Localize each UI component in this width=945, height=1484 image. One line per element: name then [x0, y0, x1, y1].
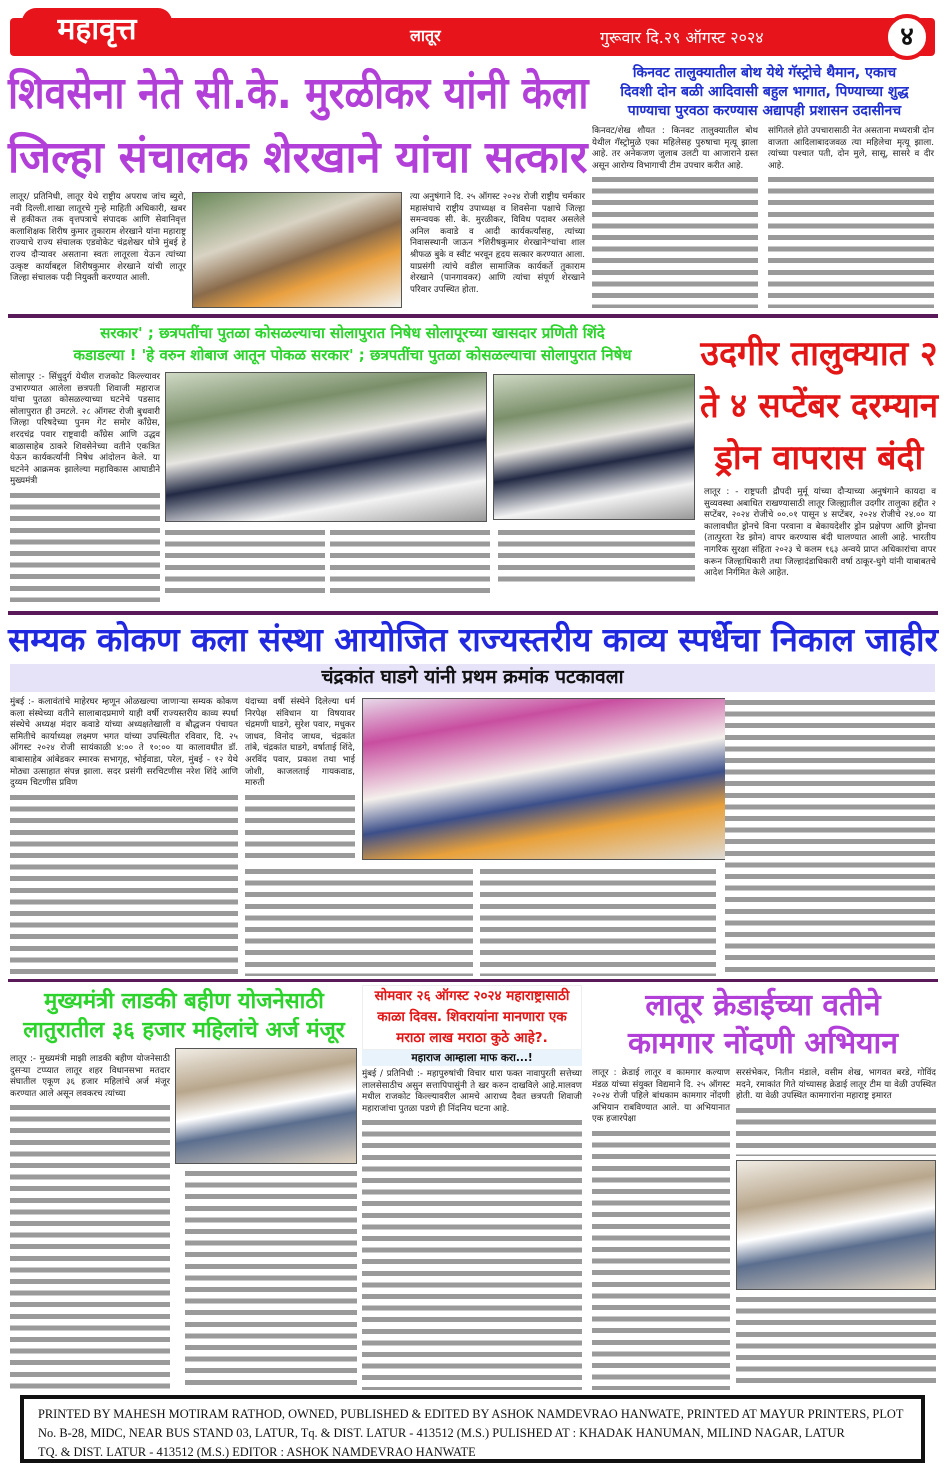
- story2-col1: [592, 126, 758, 308]
- headline-row: [592, 64, 937, 83]
- headline-row: [588, 1025, 938, 1063]
- story7-subheadline-band: [362, 1050, 582, 1066]
- story1-col1: [10, 192, 186, 310]
- story5-col1-text: मुंबई :- कलावंतांचे माहेरघर म्हणून ओळखल्या जाणाऱ्या सम्यक कोकण कला संस्थेच्या वतीने सालाबादप्रमाणे याही वर्षी राज्यस्तरीय काव्य स्पर्धा संस्थेचे अध्यक्ष मंदार कवाडे यांच्या अध्यक्षतेखाली व बौद्धजन पंचायत समितीचे कार्याध्यक्ष लक्ष्मण भगत यांच्या उपस्थितीत रविवार, दि. २५ ऑगस्ट २०२४ रोजी सायंकाळी ४:०० ते १०:०० या कालावधीत डॉ. बाबासाहेब आंबेडकर स्मारक सभागृह, भोईवाडा, परेल, मुंबई - १२ येथे मोठ्या उत्साहात संपन्न झाला. सदर प्रसंगी सरचिटणीस नरेश शिंदे आणि दुय्यम चिटणीस प्रविण: [10, 697, 238, 789]
- story3-photo-protest-1: [165, 372, 487, 522]
- story8-col1-text: लातूर : क्रेडाई लातूर व कामगार कल्याण मंडळ यांच्या संयुक्त विद्यमाने दि. २५ ऑगस्ट २०२४ रोजी पहिले बांधकाम कामगार नोंदणी अभियान राबविण्यात आले. या अभियानात एक हजारपेक्षा: [592, 1068, 730, 1125]
- headline-row: [8, 126, 588, 190]
- story8-col2-lower: [736, 1294, 936, 1390]
- story7-body-text: मुंबई / प्रतिनिधी :- महापुरुषांची विचार धारा फक्त नावापुरती सत्तेच्या लालसेसाठीच असुन सत्तापिपासुंनी ते खर करुन दाखविले आहे.मालवण मधील राजकोट किल्ल्यावरील आमचे आराध्य दैवत छत्रपती शिवाजी महाराजांचा पुतळा पडणे ही निंदनिय घटना आहे.: [362, 1069, 582, 1114]
- story5-col2-text: यंदाच्या वर्षी संस्थेने दिलेल्या धर्म निरपेक्ष संविधान या विषयावर चंद्रमणी घाडगे, सुरेश पवार, मधुकर जाधव, विनोद जाधव, चंद्रकांत तांबे, चंद्रकांत घाडगे, वर्षाताई शिंदे, अरविंद पवार, प्रकाश तथा भाई जोशी, काजलताई गायकवाड, मारुती: [245, 697, 355, 789]
- headline-line: सोमवार २६ ऑगस्ट २०२४ महाराष्ट्रासाठी: [374, 988, 570, 1004]
- headline-row: [10, 344, 695, 366]
- headline-line: काळा दिवस. शिवरायांना मानणारा एक: [377, 1009, 567, 1025]
- story8-col1: [592, 1068, 730, 1390]
- imprint-footer: [20, 1395, 925, 1463]
- headline-row: [592, 102, 937, 121]
- story6-col1-text: लातूर :- मुख्यमंत्री माझी लाडकी बहीण योजनेसाठी दुसऱ्या टप्प्यात लातूर शहर विधानसभा मतदार संघातील एकूण ३६ हजार महिलांचे अर्ज मंजूर करण्यात आले असून लवकरच त्यांच्या: [10, 1054, 170, 1099]
- imprint-row: [38, 1405, 907, 1424]
- story8-photo-workers: [736, 1160, 936, 1290]
- headline-row: [592, 83, 937, 102]
- headline-line: पाण्याचा पुरवठा करण्यास अद्यापही प्रशासन उदासीनच: [627, 103, 902, 119]
- story5-subheadline-band: [10, 664, 935, 692]
- story3-col1-text: सोलापूर :- सिंधुदुर्ग येथील राजकोट किल्ल्यावर उभारण्यात आलेला छत्रपती शिवाजी महाराज यांचा पुतळा कोसळल्याच्या घटनेचे पडसाद सोलापुरात ही उमटले. २८ ऑगस्ट रोजी बुधवारी जिल्हा परिषदेच्या पुनम गेट समोर कॉंग्रेस, शरदचंद्र पवार राष्ट्रवादी काँग्रेस आणि उद्धव बाळासाहेब ठाकरे शिवसेनेच्या वतीने एकत्रित येऊन कार्यकर्त्यांनी निषेध आंदोलन केले. या घटनेने आक्रमक झालेल्या महाविकास आघाडीने मुख्यमंत्री: [10, 372, 160, 487]
- story3-col4: [498, 527, 695, 587]
- story4-body-text: लातूर : - राष्ट्रपती द्रौपदी मुर्मू यांच्या दौऱ्याच्या अनुषंगाने कायदा व सुव्यवस्था अबाधित राखण्यासाठी लातूर जिल्ह्यातील उदगीर तालुका हद्दीत २ सप्टेंबर, २०२४ रोजीचे ००.०१ पासून ४ सप्टेंबर, २०२४ रोजीचे २४.०० या कालावधीत ड्रोनचे विना परवाना व बेकायदेशीर ड्रोन प्रक्षेपण आणि ड्रोनचा (तात्पुरता रेड झोन) वापर करण्यास बंदी घालण्यात आली आहे. भारतीय नागरिक सुरक्षा संहिता २०२३ चे कलम १६३ अन्वये प्राप्त अधिकारांचा वापर करून जिल्हाधिकारी तथा जिल्हादंडाधिकारी वर्षा ठाकूर-घुगे यांनी याबाबतचे आदेश निर्गमित केले आहेत.: [704, 487, 936, 579]
- story6-col2: [185, 1168, 357, 1390]
- headline-row: [10, 322, 695, 344]
- story2-col2-text: सांगितले होते उपचारासाठी नेत असताना मध्यरात्री दोन वाजता आदिलाबादजवळ त्या महिलेचा मृत्यू झाला. त्यांच्या पश्चात पती, दोन मुले, सासू, सासरे व दीर आहे.: [768, 126, 934, 171]
- edition-city: लातूर: [410, 26, 441, 45]
- text-continuation: [592, 1128, 730, 1390]
- section-divider: [8, 314, 938, 318]
- headline-row: [10, 664, 935, 691]
- headline-row: [10, 987, 358, 1016]
- headline-line: दिवशी दोन बळी आदिवासी बहुल भागात, पिण्याच्या शुद्ध: [620, 84, 909, 100]
- story8-col2: [736, 1068, 936, 1156]
- text-continuation: [10, 1102, 170, 1390]
- imprint-row: [38, 1424, 907, 1443]
- story5-col3: [480, 866, 716, 976]
- story5-col1: [10, 697, 238, 975]
- headline-row: [362, 1050, 582, 1066]
- issue-date: गुरूवार दि.२९ ऑगस्ट २०२४: [600, 28, 764, 47]
- section-divider: [8, 979, 938, 982]
- newspaper-logo: महावृत्त: [22, 8, 172, 52]
- headline-line: कडाडल्या ! 'हे वरुन शोबाज आतून पोकळ सरकार' ; छत्रपतींचा पुतळा कोसळल्याचा सोलापुरात निषेध: [73, 346, 632, 364]
- imprint-line: PRINTED BY MAHESH MOTIRAM RATHOD, OWNED, PUBLISHED & EDITED BY ASHOK NAMDEVRAO HANWATE, PRINTED AT MAYUR PRINTERS, PLOT: [38, 1407, 904, 1421]
- page-number: ४: [884, 14, 930, 60]
- story3-col3: [330, 527, 490, 599]
- headline-row: [10, 1016, 358, 1045]
- story6-col1: [10, 1054, 170, 1390]
- imprint-line: TQ. & DIST. LATUR - 413512 (M.S.) EDITOR : ASHOK NAMDEVRAO HANWATE: [38, 1445, 476, 1459]
- story6-photo-meeting: [175, 1048, 357, 1164]
- story3-photo-protest-2: [493, 374, 695, 520]
- headline-line: लातूर क्रेडाईच्या वतीने: [645, 988, 881, 1023]
- headline-row: [8, 617, 938, 663]
- story7-headline: [362, 985, 582, 1050]
- story2-headline: [592, 64, 937, 121]
- text-continuation: [10, 792, 238, 975]
- story5-headline: [8, 617, 938, 663]
- headline-line: जिल्हा संचालक शेरखाने यांचा सत्कार: [8, 132, 588, 183]
- text-continuation: [592, 174, 758, 308]
- story1-col2-text: त्या अनुषंगाने दि. २५ ऑगस्ट २०२४ रोजी राष्ट्रीय चर्मकार महासंघाचे राष्ट्रीय उपाध्यक्ष व शिवसेना पक्षाचे जिल्हा समन्वयक सी. के. मुरळीकर, विविध पदावर असलेले अनिल कवाडे व आदी कार्यकर्त्यांसह, त्यांच्या निवासस्थानी जाऊन *शिरीषकुमार शेरखाने*यांचा शाल श्रीफळ बुके व स्वीट भरवून हृदय सत्कार करण्यात आला. याप्रसंगी त्यांचे वडील सामाजिक कार्यकर्ते तुकाराम शेरखाने (पानगावकर) आणि त्यांचा संपूर्ण शेरखाने परिवार उपस्थित होता.: [410, 192, 585, 295]
- story5-col4: [725, 697, 935, 975]
- story7-subheadline: महाराज आम्हाला माफ करा...!: [411, 1052, 533, 1064]
- headline-line: शिवसेना नेते सी.के. मुरळीकर यांनी केला: [8, 68, 589, 119]
- headline-line: मुख्यमंत्री लाडकी बहीण योजनेसाठी: [44, 989, 324, 1014]
- story7-body: [362, 1069, 582, 1390]
- story3-headline: [10, 322, 695, 366]
- story4-body: [704, 487, 936, 607]
- text-continuation: [10, 490, 160, 602]
- headline-row: [8, 62, 588, 126]
- text-continuation: [736, 1105, 936, 1156]
- headline-line: ते ४ सप्टेंबर दरम्यान: [700, 386, 939, 426]
- story5-subheadline: चंद्रकांत घाडगे यांनी प्रथम क्रमांक पटकावला: [321, 666, 624, 688]
- headline-row: [700, 328, 938, 380]
- headline-line: सरकार' ; छत्रपतींचा पुतळा कोसळल्याचा सोलापुरात निषेध सोलापूरच्या खासदार प्रणिती शिंदे: [100, 324, 605, 342]
- story2-col2: [768, 126, 934, 308]
- imprint-line: No. B-28, MIDC, NEAR BUS STAND 03, LATUR, Tq. & DIST. LATUR - 413512 (M.S.) PULISHED AT : KHADAK HANUMAN, MILIND NAGAR, LATUR: [38, 1426, 845, 1440]
- story5-col2-lower: [245, 866, 473, 976]
- headline-row: [363, 1007, 581, 1028]
- story6-headline: [10, 987, 358, 1045]
- headline-line: कामगार नोंदणी अभियान: [628, 1026, 898, 1061]
- headline-line: किनवट तालुक्यातील बोथ येथे गॅस्ट्रोचे थैमान, एकाच: [632, 65, 897, 81]
- story1-headline: [8, 62, 588, 190]
- story5-photo-award: [362, 698, 740, 860]
- section-divider: [8, 611, 938, 615]
- story3-col2: [165, 527, 325, 599]
- story3-col1: [10, 372, 160, 602]
- text-continuation: [245, 792, 355, 860]
- headline-row: [363, 1028, 581, 1049]
- headline-line: मराठा लाख मराठा कुठे आहे?.: [396, 1030, 548, 1046]
- text-continuation: [362, 1117, 582, 1390]
- story2-col1-text: किनवट/शेख शौयत : किनवट तालुक्यातील बोथ येथील गॅस्ट्रोमुळे एका महिलेसह पुरुषाचा मृत्यू झाला आहे. तर अनेकजण जुलाब उलटी या आजाराने ग्रस्त असून आरोग्य विभागाची टीम उपचार करीत आहे.: [592, 126, 758, 171]
- headline-line: ड्रोन वापरास बंदी: [714, 438, 924, 478]
- imprint-row: [38, 1443, 907, 1462]
- story1-col2: [410, 192, 585, 310]
- story8-headline: [588, 987, 938, 1063]
- story8-col2-text: सरसंभेकर, नितीन मंडाले, वसीम शेख, भागवत बरडे, गोविंद मदने, रमाकांत गिते यांच्यासह क्रेडाई लातूर टीम या वेळी उपस्थित होती. या वेळी उपस्थित कामगारांना महाराष्ट्र इमारत: [736, 1068, 936, 1102]
- story4-headline: [700, 328, 938, 484]
- headline-line: उदगीर तालुक्यात २: [700, 334, 938, 374]
- story1-col1-text: लातूर/ प्रतिनिधी, लातूर येथे राष्ट्रीय अपराध जांच ब्युरो, नवी दिल्ली.शाखा लातूरचे गुन्हे माहिती अधिकारी, खबर से हकीकत तक वृत्तपत्राचे संपादक आणि सेवानिवृत्त कलाशिक्षक शिरीष कुमार तुकाराम शेरखाने यांना महाराष्ट्र राज्याचे राज्य संचालक एडवोकेट चंद्रशेखर धोत्रे मुंबई हे राज्य दौऱ्यावर असताना स्वतः लातूरला येऊन त्यांच्या उत्कृष्ट कार्याबद्दल शिरीषकुमार शेरखाने यांची लातूर जिल्हा संचालक पदी नियुक्ती करण्यात आली.: [10, 192, 186, 284]
- headline-row: [588, 987, 938, 1025]
- headline-row: [700, 432, 938, 484]
- story1-photo: [192, 192, 402, 308]
- headline-row: [363, 986, 581, 1007]
- story5-col2: [245, 697, 355, 860]
- headline-row: [700, 380, 938, 432]
- text-continuation: [768, 174, 934, 308]
- headline-line: लातुरातील ३६ हजार महिलांचे अर्ज मंजूर: [23, 1018, 345, 1043]
- headline-line: सम्यक कोकण कला संस्था आयोजित राज्यस्तरीय काव्य स्पर्धेचा निकाल जाहीर: [8, 620, 938, 659]
